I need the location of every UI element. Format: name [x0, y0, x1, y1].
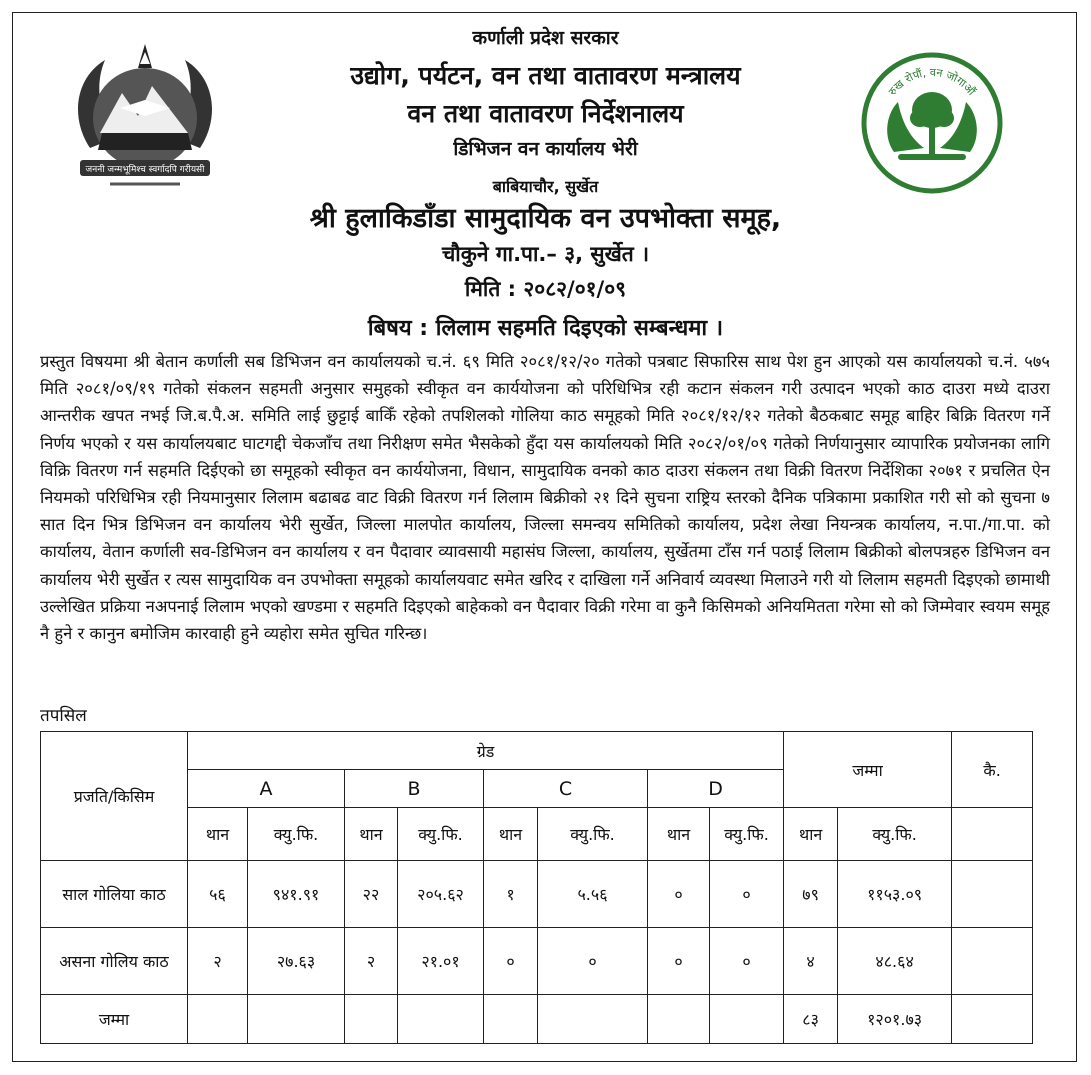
- volume-cell: २०५.६२: [398, 861, 484, 928]
- details-caption: तपसिल: [40, 706, 87, 726]
- total-count-cell: ४: [784, 928, 838, 995]
- grade-header: ग्रेड: [188, 732, 784, 770]
- species-cell: साल गोलिया काठ: [41, 861, 188, 928]
- unit-count: थान: [188, 808, 248, 861]
- ministry-heading: उद्योग, पर्यटन, वन तथा वातावरण मन्त्रालय: [350, 61, 741, 90]
- grade-d-header: D: [648, 770, 784, 808]
- total-row: [41, 995, 1033, 1044]
- unit-volume: क्यु.फि.: [538, 808, 648, 861]
- volume-cell: ०: [710, 861, 784, 928]
- timber-grade-table: [40, 731, 1033, 1044]
- directorate-heading: वन तथा वातावरण निर्देशनालय: [407, 99, 684, 128]
- logo-slogan: रुख रोपौं, वन जोगाऔं: [885, 65, 978, 98]
- volume-cell: ०: [538, 928, 648, 995]
- total-count-cell: ७९: [784, 861, 838, 928]
- grade-b-header: B: [345, 770, 484, 808]
- unit-volume: क्यु.फि.: [838, 808, 952, 861]
- remarks-cell: [952, 928, 1033, 995]
- letter-date: मिति : २०८२/०१/०९: [464, 277, 627, 301]
- count-cell: ५६: [188, 861, 248, 928]
- grand-total-count: ८३: [784, 995, 838, 1044]
- volume-cell: ०: [710, 928, 784, 995]
- unit-volume: क्यु.फि.: [710, 808, 784, 861]
- grade-a-header: A: [188, 770, 345, 808]
- letter-body: प्रस्तुत विषयमा श्री बेतान कर्णाली सब डिभिजन वन कार्यालयको च.नं. ६९ मिति २०८१/१२/२० गतेको पत्रबाट सिफारिस साथ पेश हुन आएको यस कार्यालयको च.नं. ५७५ मिति २०८१/०९/१९ गतेको संकलन सहमती अनुसार समुहको स्वीकृत वन कार्ययोजना को परिधिभित्र रही कटान संकलन गरी उत्पादन भएको काठ दाउरा मध्ये दाउरा आन्तरीक खपत नभई जि.ब.पै.अ. समिति लाई छुट्टाई बाकिँ रहेको तपशिलको गोलिया काठ समूहको मिति २०८१/१२/१२ गतेको बैठकबाट समूह बाहिर बिक्रि वितरण गर्ने निर्णय भएको र यस कार्यालयबाट घाटगद्दी चेकजाँच तथा निरीक्षण समेत भैसकेको हुँदा यस कार्यालयको मिति २०८२/०१/०९ गतेको निर्णयानुसार व्यापारिक प्रयोजनका लागि विक्रि वितरण गर्न सहमति दिईएको छा समूहको स्वीकृत वन कार्ययोजना, विधान, सामुदायिक वनको काठ दाउरा संकलन तथा विक्री वितरण निर्देशिका २०७१ र प्रचलित ऐन नियमको परिधिभित्र रही नियमानुसार लिलाम बढाबढ वाट विक्री वितरण गर्न लिलाम बिक्रीको २१ दिने सुचना राष्ट्रिय स्तरको दैनिक पत्रिकामा प्रकाशित गरी सो को सुचना ७ सात दिन भित्र डिभिजन वन कार्यालय भेरी सुर्खेत, जिल्ला मालपोत कार्यालय, जिल्ला समन्वय समितिको कार्यालय, प्रदेश लेखा नियन्त्रक कार्यालय, न.पा./गा.पा. को कार्यालय, वेतान कर्णाली सव-डिभिजन वन कार्यालय र वन पैदावार व्यावसायी महासंघ जिल्ला, कार्यालय, सुर्खेतमा टाँस गर्न पठाई लिलाम बिक्रीको बोलपत्रहरु डिभिजन वन कार्यालय भेरी सुर्खेत र त्यस सामुदायिक वन उपभोक्ता समूहको कार्यालयवाट समेत खरिद र दाखिला गर्ने अनिवार्य व्यवस्था मिलाउने गरी यो लिलाम सहमती दिइएको छामाथी उल्लेखित प्रक्रिया नअपनाई लिलाम भएको खण्डमा र सहमति दिइएको बाहेकको वन पैदावार विक्री गरेमा वा कुनै किसिमको अनियमितता गरेमा सो को जिम्मेवार स्वयम समूह नै हुने र कानुन बमोजिम कारवाही हुने व्यहोरा समेत सुचित गरिन्छ।: [40, 352, 1051, 644]
- table-row: [41, 861, 1033, 928]
- count-cell: ०: [484, 928, 538, 995]
- table-header-row: [41, 732, 1033, 770]
- total-label: जम्मा: [41, 995, 188, 1044]
- recipient-address: चौकुने गा.पा.– ३, सुर्खेत ।: [441, 242, 650, 266]
- volume-cell: २१.०१: [398, 928, 484, 995]
- species-header: प्रजति/किसिम: [41, 732, 188, 861]
- remarks-header: कै.: [952, 732, 1033, 808]
- count-cell: २: [188, 928, 248, 995]
- letter-subject: बिषय : लिलाम सहमति दिइएको सम्बन्धमा ।: [367, 316, 724, 341]
- remarks-cell: [952, 808, 1033, 861]
- volume-cell: २७.६३: [248, 928, 345, 995]
- count-cell: २२: [345, 861, 398, 928]
- count-cell: ०: [648, 861, 710, 928]
- grade-c-header: C: [484, 770, 648, 808]
- unit-count: थान: [648, 808, 710, 861]
- count-cell: ०: [648, 928, 710, 995]
- unit-count: थान: [345, 808, 398, 861]
- remarks-cell: [952, 861, 1033, 928]
- svg-text:जननी जन्मभूमिश्च स्वर्गादपि गर: जननी जन्मभूमिश्च स्वर्गादपि गरीयसी: [85, 165, 205, 175]
- volume-cell: ९४१.९१: [248, 861, 345, 928]
- division-office-heading: डिभिजन वन कार्यालय भेरी: [453, 138, 638, 160]
- unit-volume: क्यु.फि.: [398, 808, 484, 861]
- unit-volume: क्यु.फि.: [248, 808, 345, 861]
- province-government-heading: कर्णाली प्रदेश सरकार: [472, 27, 619, 49]
- volume-cell: ५.५६: [538, 861, 648, 928]
- total-header: जम्मा: [784, 732, 952, 808]
- grand-total-volume: १२०१.७३: [838, 995, 952, 1044]
- count-cell: १: [484, 861, 538, 928]
- count-cell: २: [345, 928, 398, 995]
- total-volume-cell: ४८.६४: [838, 928, 952, 995]
- species-cell: असना गोलिय काठ: [41, 928, 188, 995]
- total-volume-cell: ११५३.०९: [838, 861, 952, 928]
- unit-count: थान: [484, 808, 538, 861]
- table-row: [41, 928, 1033, 995]
- office-location: बाबियाचौर, सुर्खेत: [492, 177, 599, 196]
- recipient-name: श्री हुलाकिडाँडा सामुदायिक वन उपभोक्ता समूह,: [309, 203, 782, 234]
- unit-count: थान: [784, 808, 838, 861]
- unit-header-row: [41, 808, 1033, 861]
